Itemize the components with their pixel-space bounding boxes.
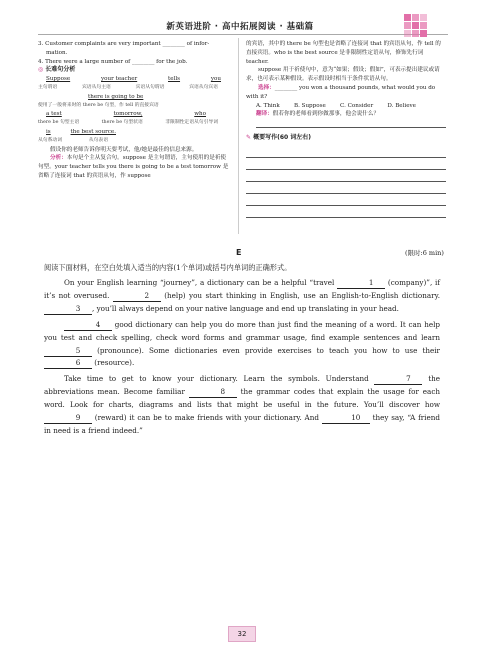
- option-c: C. Consider: [340, 102, 374, 109]
- gloss-row-2: there be 句型主语 there be 句型状语 非限制性定语从句引导词: [38, 120, 218, 126]
- writing-line: [246, 195, 446, 206]
- left-column: [38, 40, 230, 181]
- long-sentence-section-title: ◎ 长难句分析: [38, 66, 76, 74]
- sentence-translation: 假设你的老师告诉你明天要考试，他/她是最佳的信息来源。: [50, 146, 198, 153]
- option-b: B. Suppose: [293, 102, 326, 109]
- word: your teacher: [100, 76, 138, 83]
- section-bullet-icon: ◎: [38, 66, 44, 74]
- blank-5[interactable]: 5: [44, 346, 92, 357]
- paragraph: Take time to get to know your dictionary. Learn the symbols. Understand 7 the abbreviations mean. Become familiar 8 the grammar codes that explain the usage for each word. Look for charts, diagrams and lists that might be useful in the future. You’ll discover how 9 (reward) it can be to make friends with your dictionary. And 10 they say, “A friend in need is a friend indeed.”: [44, 374, 440, 435]
- word: a test: [46, 111, 62, 118]
- suppose-usage: suppose 用于祈使句中，意为“如果；假设；假如”，可表示提出建议或请求，也可表示某种假设。表示假设时相当于条件状语从句。: [246, 67, 440, 83]
- blank-10[interactable]: 10: [322, 413, 370, 424]
- section-letter: E: [236, 248, 242, 257]
- paragraph: On your English learning “journey”, a dictionary can be a helpful “travel 1 (company)”, if it’s not overused. 2 (help) you start thinking in English, use an English-to-English dictionary. 3 , you’ll always depend on your native language and end up translating in your head.: [44, 278, 440, 313]
- header-rule: [38, 34, 448, 35]
- word: Suppose: [46, 76, 71, 83]
- word: you: [210, 76, 221, 83]
- translation-exercise: 翻译：假若你的老师看到你做那事，他会说什么？: [256, 111, 380, 118]
- word: tells: [168, 76, 181, 83]
- paragraph: 4 good dictionary can help you do more than just find the meaning of a word. It can help you test and check spelling, check word forms and grammar usage, find example sentences and learn 5 (pronounce). Some dictionaries even provide exercises to teach you how to use their 6 (resource).: [44, 319, 440, 368]
- question-3-cont: mation.: [46, 49, 68, 56]
- question-4: 4. There were a large number of ________ for the job.: [38, 58, 188, 65]
- blank-4[interactable]: 4: [64, 320, 112, 331]
- analysis-continued: 的宾语，其中的 there be 句型也是省略了连接词 that 的宾语从句，作 tell 的直接宾语。who is the best source 是非限制性定语从句，修饰先行词 teacher.: [246, 41, 441, 65]
- page-number: 32: [228, 626, 256, 642]
- answer-line: [256, 119, 446, 128]
- word: tomorrow,: [113, 111, 143, 118]
- sentence-line-2: there is going to be: [88, 93, 144, 100]
- note-1: 使用了一般将来时的 there be 句型，作 tell 的直接宾语: [38, 102, 159, 108]
- writing-lines: [246, 147, 446, 218]
- choice-options: [256, 102, 416, 111]
- word: who: [194, 111, 206, 118]
- writing-line: [246, 183, 446, 194]
- writing-line: [246, 147, 446, 158]
- gloss-row-1: 主句谓语 宾语从句主语 宾语从句谓语 宾语从句宾语: [38, 84, 218, 90]
- blank-8[interactable]: 8: [189, 387, 237, 398]
- word: the best source.: [70, 128, 116, 135]
- option-d: D. Believe: [387, 102, 416, 109]
- sentence-words-row-3: [46, 128, 116, 137]
- time-limit: (限时:6 min): [405, 249, 444, 257]
- blank-6[interactable]: 6: [44, 358, 92, 369]
- column-divider: [238, 38, 239, 234]
- cloze-passage: [44, 277, 440, 441]
- blank-3[interactable]: 3: [44, 304, 92, 315]
- blank-2[interactable]: 2: [113, 291, 161, 302]
- writing-line: [246, 207, 446, 218]
- choice-exercise: 选择：________ you won a thousand pounds, what would you do with it?: [246, 84, 436, 100]
- analysis: 分析：本句是个主从复合句。suppose 是主句谓语，主句使用的是祈使句型。your teacher tells you there is going to be a test tomorrow 是省略了连接词 that 的宾语从句，作 suppose: [38, 155, 229, 179]
- instructions: 阅读下面材料，在空白处填入适当的内容(1个单词)或括号内单词的正确形式。: [44, 263, 292, 272]
- corner-logo-icon: [404, 14, 428, 38]
- summary-writing-title: ✎ 概要写作(60 词左右): [246, 134, 312, 142]
- sentence-words-row-2: [46, 110, 206, 119]
- word: is: [46, 128, 51, 135]
- blank-1[interactable]: 1: [337, 278, 385, 289]
- writing-line: [246, 171, 446, 182]
- running-header: 新英语进阶 · 高中拓展阅读 · 基础篇: [166, 22, 314, 32]
- question-3: 3. Customer complaints are very important ________ of infor-: [38, 41, 210, 47]
- writing-line: [246, 159, 446, 170]
- sentence-words-row-1: [46, 75, 221, 84]
- right-column: [246, 40, 446, 219]
- pencil-icon: ✎: [246, 134, 252, 142]
- gloss-row-3: 从句系动词 从句表语: [38, 137, 108, 143]
- option-a: A. Think: [256, 102, 280, 109]
- blank-9[interactable]: 9: [44, 413, 92, 424]
- blank-7[interactable]: 7: [374, 374, 422, 385]
